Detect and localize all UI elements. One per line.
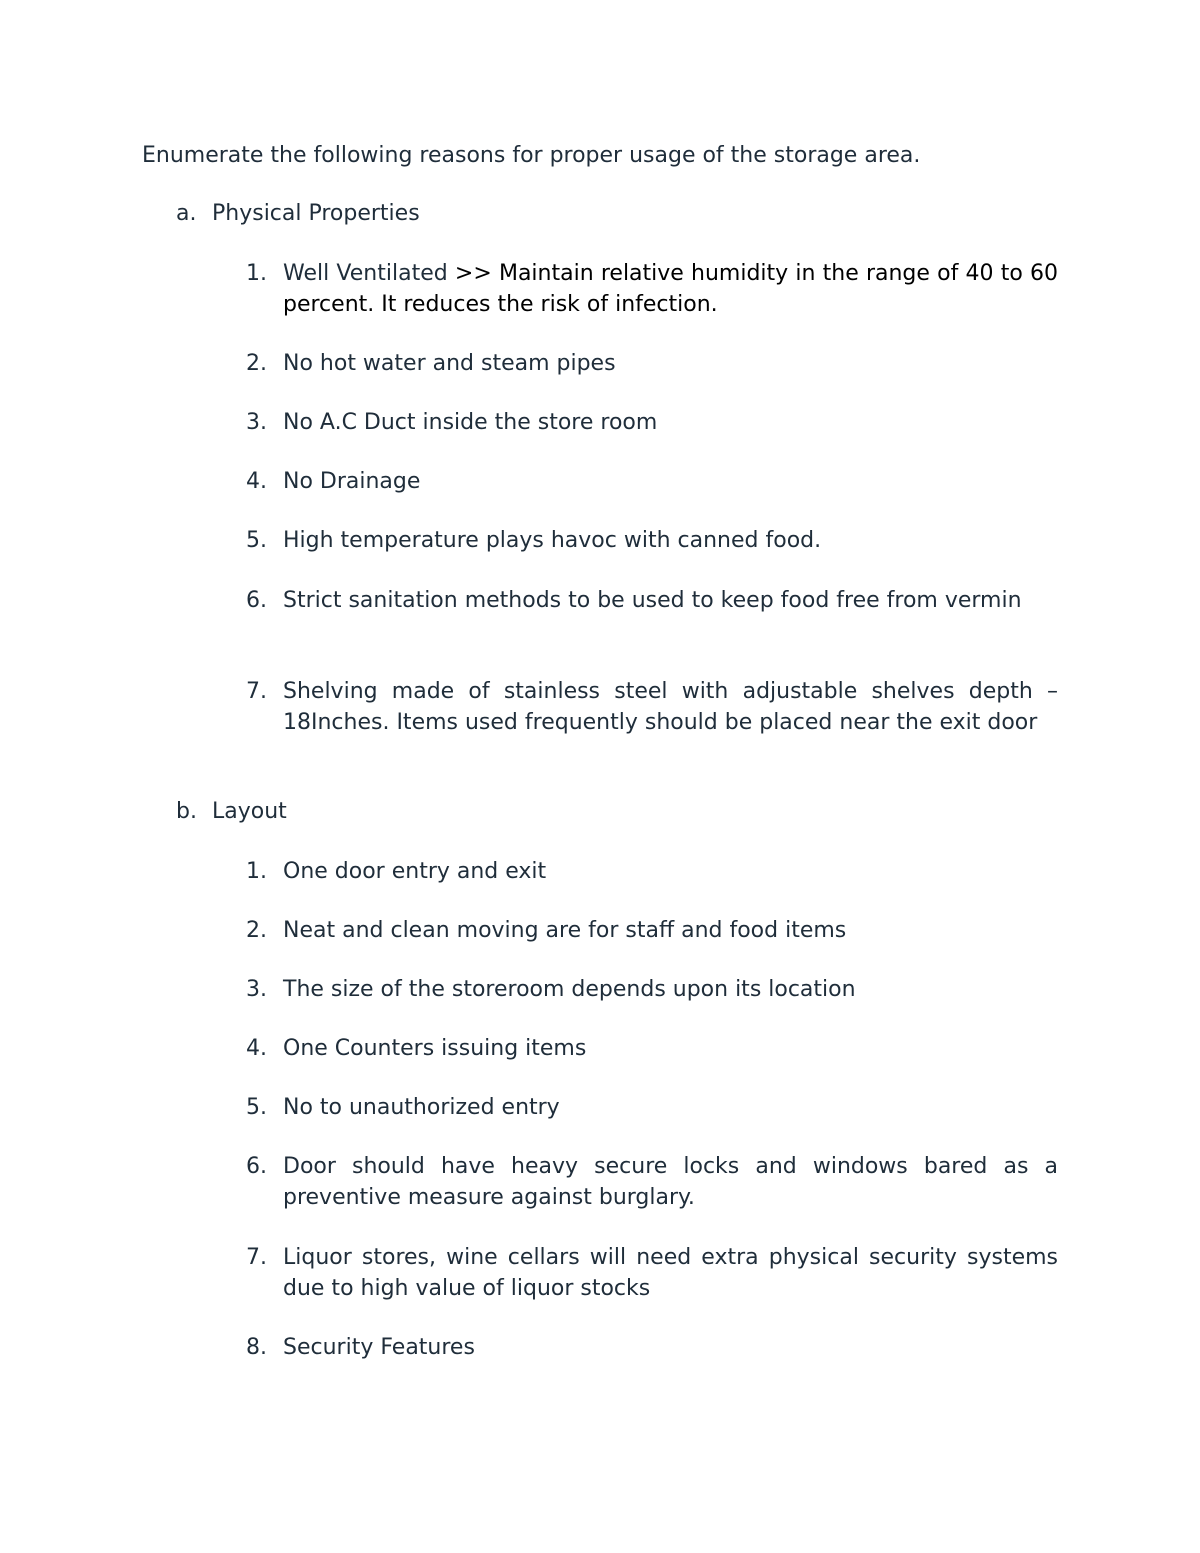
item-text: No hot water and steam pipes xyxy=(283,351,616,376)
list-item xyxy=(246,525,1058,556)
item-text-detail: >> Maintain relative humidity in the range of 40 to 60 percent. It reduces the risk of infection. xyxy=(283,261,1058,317)
list-item xyxy=(246,258,1058,320)
list-item xyxy=(246,915,1058,946)
item-text: The size of the storeroom depends upon its location xyxy=(283,977,856,1002)
section-physical-properties xyxy=(176,199,1056,229)
intro-text: Enumerate the following reasons for proper usage of the storage area. xyxy=(142,143,921,168)
list-item xyxy=(246,856,1058,887)
item-text: Strict sanitation methods to be used to keep food free from vermin xyxy=(283,588,1022,613)
item-text: No A.C Duct inside the store room xyxy=(283,410,658,435)
list-item xyxy=(246,1242,1058,1304)
list-item xyxy=(246,407,1058,438)
item-text: High temperature plays havoc with canned food. xyxy=(283,528,822,553)
item-text: No to unauthorized entry xyxy=(283,1095,560,1120)
item-number: 6. xyxy=(246,1154,267,1179)
item-text: Neat and clean moving are for staff and food items xyxy=(283,918,847,943)
item-text: Door should have heavy secure locks and windows bared as a preventive measure against burglary. xyxy=(283,1154,1058,1210)
item-number: 1. xyxy=(246,859,267,884)
list-item xyxy=(246,1092,1058,1123)
item-text xyxy=(283,258,1058,320)
section-title: Layout xyxy=(212,799,287,824)
list-item xyxy=(246,974,1058,1005)
list-item xyxy=(246,466,1058,497)
item-number: 2. xyxy=(246,351,267,376)
item-text: One Counters issuing items xyxy=(283,1036,587,1061)
item-text: No Drainage xyxy=(283,469,421,494)
item-text-lead: Well Ventilated xyxy=(283,261,455,286)
section-title: Physical Properties xyxy=(212,201,420,226)
list-item xyxy=(246,1151,1058,1213)
list-item xyxy=(246,348,1058,379)
item-number: 2. xyxy=(246,918,267,943)
item-text: Shelving made of stainless steel with adjustable shelves depth – 18Inches. Items used frequently should be placed near the exit door xyxy=(283,679,1058,735)
list-item xyxy=(246,1332,1058,1363)
item-number: 5. xyxy=(246,1095,267,1120)
item-number: 6. xyxy=(246,588,267,613)
item-text: Security Features xyxy=(283,1335,475,1360)
item-number: 4. xyxy=(246,1036,267,1061)
section-marker: b. xyxy=(176,799,197,824)
section-layout xyxy=(176,797,1056,827)
item-number: 3. xyxy=(246,410,267,435)
list-item xyxy=(246,585,1058,616)
item-number: 4. xyxy=(246,469,267,494)
item-number: 8. xyxy=(246,1335,267,1360)
item-text: Liquor stores, wine cellars will need extra physical security systems due to high value of liquor stocks xyxy=(283,1245,1058,1301)
item-text: One door entry and exit xyxy=(283,859,547,884)
item-number: 5. xyxy=(246,528,267,553)
item-number: 1. xyxy=(246,261,267,286)
section-marker: a. xyxy=(176,201,197,226)
list-item xyxy=(246,1033,1058,1064)
list-item xyxy=(246,676,1058,738)
item-number: 7. xyxy=(246,1245,267,1270)
item-number: 7. xyxy=(246,679,267,704)
item-number: 3. xyxy=(246,977,267,1002)
